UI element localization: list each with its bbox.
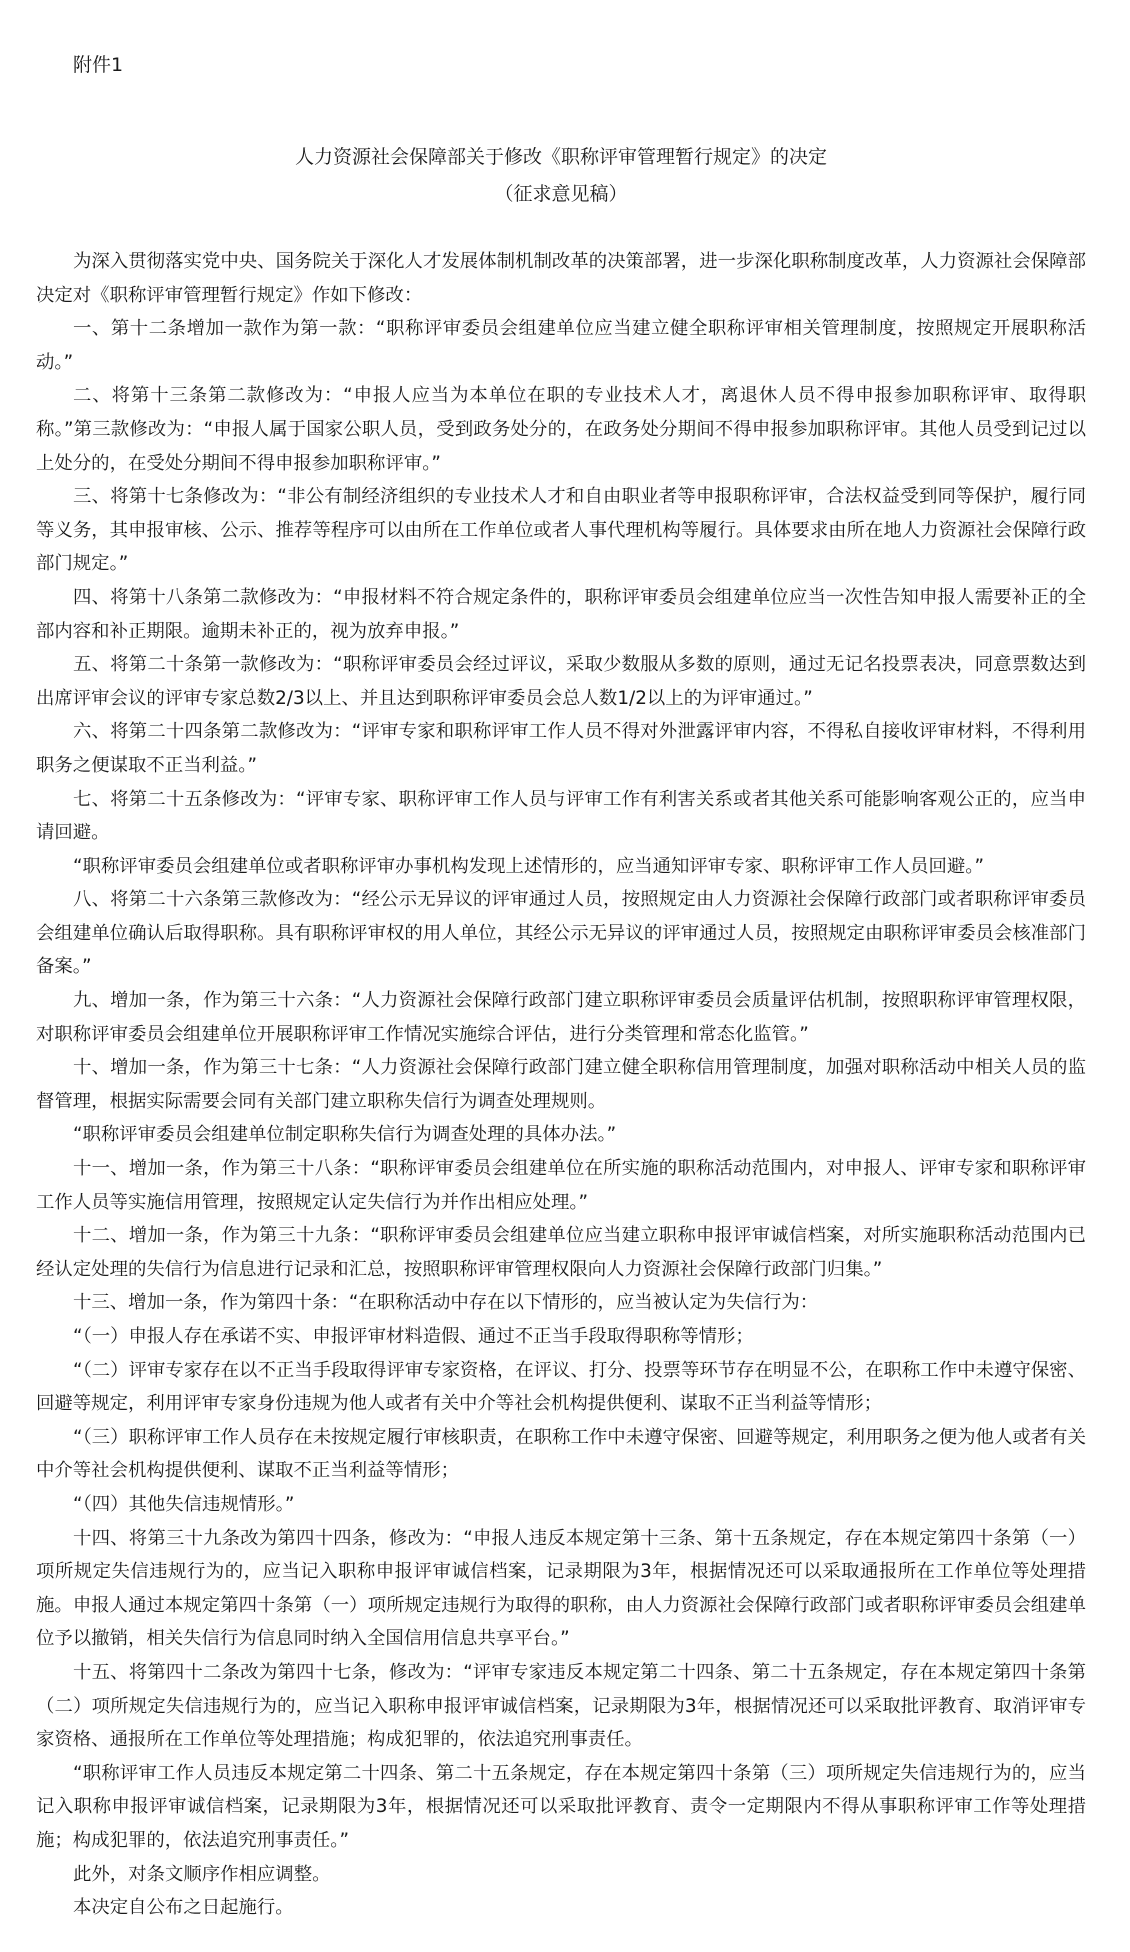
document-subtitle: （征求意见稿）	[494, 183, 628, 205]
paragraph-item-9: 九、增加一条，作为第三十六条：“人力资源社会保障行政部门建立职称评审委员会质量评估机制，按照职称评审管理权限，对职称评审委员会组建单位开展职称评审工作情况实施综合评估，进行分类管理和常态化监管。”	[36, 990, 1086, 1045]
paragraph-renumbering: 此外，对条文顺序作相应调整。	[73, 1863, 331, 1885]
paragraph-item-3: 三、将第十七条修改为：“非公有制经济组织的专业技术人才和自由职业者等申报职称评审，合法权益受到同等保护，履行同等义务，其申报审核、公示、推荐等程序可以由所在工作单位或者人事代理机构等履行。具体要求由所在地人力资源社会保障行政部门规定。”	[36, 486, 1086, 575]
paragraph-item-15: 十五、将第四十二条改为第四十七条，修改为：“评审专家违反本规定第二十四条、第二十五条规定，存在本规定第四十条第（二）项所规定失信违规行为的，应当记入职称申报评审诚信档案，记录期限为3年，根据情况还可以采取批评教育、取消评审专家资格、通报所在工作单位等处理措施；构成犯罪的，依法追究刑事责任。	[36, 1661, 1086, 1751]
paragraph-effective-date: 本决定自公布之日起施行。	[73, 1897, 294, 1919]
paragraph-item-13-sub-3: “（三）职称评审工作人员存在未按规定履行审核职责，在职称工作中未遵守保密、回避等规定，利用职务之便为他人或者有关中介等社会机构提供便利、谋取不正当利益等情形；	[36, 1426, 1086, 1482]
paragraph-item-14: 十四、将第三十九条改为第四十四条，修改为：“申报人违反本规定第十三条、第十五条规定，存在本规定第四十条第（一）项所规定失信违规行为的，应当记入职称申报评审诚信档案，记录期限为3年，根据情况还可以采取通报所在工作单位等处理措施。申报人通过本规定第四十条第（一）项所规定违规行为取得的职称，由人力资源社会保障行政部门或者职称评审委员会组建单位予以撤销，相关失信行为信息同时纳入全国信用信息共享平台。”	[36, 1527, 1086, 1650]
paragraph-item-2: 二、将第十三条第二款修改为：“申报人应当为本单位在职的专业技术人才，离退休人员不得申报参加职称评审、取得职称。”第三款修改为：“申报人属于国家公职人员，受到政务处分的，在政务处分期间不得申报参加职称评审。其他人员受到记过以上处分的，在受处分期间不得申报参加职称评审。”	[36, 385, 1086, 474]
paragraph-item-7: 七、将第二十五条修改为：“评审专家、职称评审工作人员与评审工作有利害关系或者其他关系可能影响客观公正的，应当申请回避。	[36, 788, 1086, 844]
paragraph-item-4: 四、将第十八条第二款修改为：“申报材料不符合规定条件的，职称评审委员会组建单位应当一次性告知申报人需要补正的全部内容和补正期限。逾期未补正的，视为放弃申报。”	[36, 586, 1086, 642]
paragraph-item-11: 十一、增加一条，作为第三十八条：“职称评审委员会组建单位在所实施的职称活动范围内，对申报人、评审专家和职称评审工作人员等实施信用管理，按照规定认定失信行为并作出相应处理。”	[36, 1158, 1086, 1213]
document-title: 人力资源社会保障部关于修改《职称评审管理暂行规定》的决定	[294, 146, 827, 168]
paragraph-item-8: 八、将第二十六条第三款修改为：“经公示无异议的评审通过人员，按照规定由人力资源社会保障行政部门或者职称评审委员会组建单位确认后取得职称。具有职称评审权的用人单位，其经公示无异议的评审通过人员，按照规定由职称评审委员会核准部门备案。”	[36, 889, 1086, 978]
paragraph-item-15-cont: “职称评审工作人员违反本规定第二十四条、第二十五条规定，存在本规定第四十条第（三）项所规定失信违规行为的，应当记入职称申报评审诚信档案，记录期限为3年，根据情况还可以采取批评教育、责令一定期限内不得从事职称评审工作等处理措施；构成犯罪的，依法追究刑事责任。”	[36, 1762, 1086, 1851]
paragraph-intro: 为深入贯彻落实党中央、国务院关于深化人才发展体制机制改革的决策部署，进一步深化职称制度改革，人力资源社会保障部决定对《职称评审管理暂行规定》作如下修改：	[36, 251, 1086, 306]
paragraph-item-10-cont: “职称评审委员会组建单位制定职称失信行为调查处理的具体办法。”	[73, 1124, 617, 1146]
attachment-label: 附件1	[73, 54, 124, 76]
paragraph-item-13: 十三、增加一条，作为第四十条：“在职称活动中存在以下情形的，应当被认定为失信行为：	[73, 1292, 819, 1314]
paragraph-item-13-sub-1: “（一）申报人存在承诺不实、申报评审材料造假、通过不正当手段取得职称等情形；	[73, 1326, 754, 1347]
paragraph-item-7-cont: “职称评审委员会组建单位或者职称评审办事机构发现上述情形的，应当通知评审专家、职称评审工作人员回避。”	[73, 855, 984, 877]
paragraph-item-6: 六、将第二十四条第二款修改为：“评审专家和职称评审工作人员不得对外泄露评审内容，不得私自接收评审材料，不得利用职务之便谋取不正当利益。”	[36, 721, 1086, 776]
document-body	[36, 245, 1086, 1925]
paragraph-item-13-sub-4: “（四）其他失信违规情形。”	[73, 1493, 295, 1515]
paragraph-item-12: 十二、增加一条，作为第三十九条：“职称评审委员会组建单位应当建立职称申报评审诚信档案，对所实施职称活动范围内已经认定处理的失信行为信息进行记录和汇总，按照职称评审管理权限向人力资源社会保障行政部门归集。”	[36, 1225, 1086, 1280]
paragraph-item-5: 五、将第二十条第一款修改为：“职称评审委员会经过评议，采取少数服从多数的原则，通过无记名投票表决，同意票数达到出席评审会议的评审专家总数2/3以上、并且达到职称评审委员会总人数1/2以上的为评审通过。”	[36, 654, 1086, 709]
paragraph-item-1: 一、第十二条增加一款作为第一款：“职称评审委员会组建单位应当建立健全职称评审相关管理制度，按照规定开展职称活动。”	[36, 318, 1086, 373]
paragraph-item-13-sub-2: “（二）评审专家存在以不正当手段取得评审专家资格，在评议、打分、投票等环节存在明显不公，在职称工作中未遵守保密、回避等规定，利用评审专家身份违规为他人或者有关中介等社会机构提供便利、谋取不正当利益等情形；	[36, 1359, 1086, 1415]
paragraph-item-10: 十、增加一条，作为第三十七条：“人力资源社会保障行政部门建立健全职称信用管理制度，加强对职称活动中相关人员的监督管理，根据实际需要会同有关部门建立职称失信行为调查处理规则。	[36, 1057, 1086, 1112]
